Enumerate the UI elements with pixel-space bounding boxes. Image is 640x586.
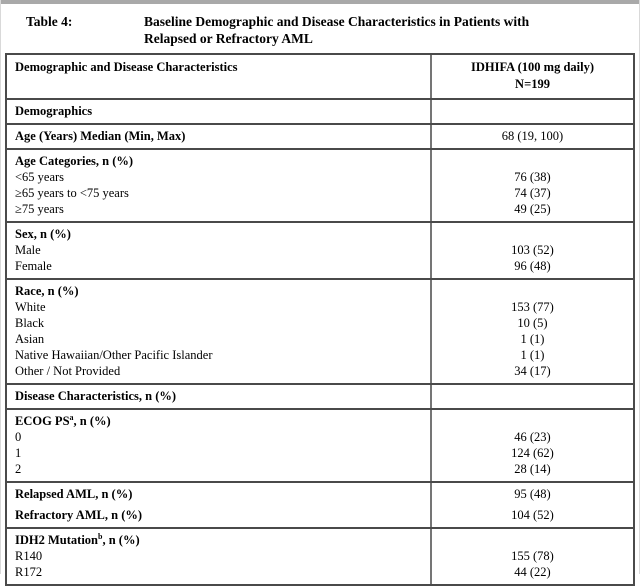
row-value: 104 (52) [511, 508, 554, 522]
row-label: Other / Not Provided [15, 364, 121, 378]
group-header [15, 532, 422, 548]
group-header [15, 413, 422, 429]
column-header-idhifa-dose: IDHIFA (100 mg daily) [470, 60, 595, 74]
row-demographics-header [7, 98, 633, 123]
row-label: Female [15, 259, 52, 273]
section-sex [7, 221, 633, 278]
race-label-cell [7, 280, 430, 383]
group-header: Race, n (%) [15, 284, 79, 298]
table-header-row [7, 55, 633, 98]
row-label: 2 [15, 462, 22, 476]
disease-header-cell [7, 385, 430, 408]
column-header-idhifa-n: N=199 [515, 77, 550, 91]
row-value: 46 (23) [514, 430, 551, 444]
table-title-line2: Relapsed or Refractory AML [144, 31, 313, 46]
age-median-label-cell [7, 125, 430, 148]
row-label: <65 years [15, 170, 65, 184]
idh2-header-suffix: , n (%) [102, 533, 140, 547]
row-value: 74 (37) [514, 186, 551, 200]
row-value: 96 (48) [514, 259, 551, 273]
age-categories-label-cell [7, 150, 430, 221]
window-top-edge [1, 0, 639, 4]
race-value-cell [430, 280, 633, 383]
demographics-header-empty-cell [430, 100, 633, 123]
row-value: 34 (17) [514, 364, 551, 378]
row-age-median [7, 123, 633, 148]
row-label: R172 [15, 565, 43, 579]
footnote-marker-a: a [69, 412, 74, 422]
footnote-marker-b: b [98, 531, 103, 541]
row-value: 49 (25) [514, 202, 551, 216]
row-label: White [15, 300, 46, 314]
row-label: R140 [15, 549, 43, 563]
row-value: 124 (62) [511, 446, 554, 460]
row-label: Refractory AML, n (%) [15, 508, 143, 522]
row-label: 0 [15, 430, 22, 444]
column-header-characteristics-label: Demographic and Disease Characteristics [15, 60, 238, 74]
row-value: 1 (1) [520, 332, 545, 346]
disease-header-empty-cell [430, 385, 633, 408]
row-value: 103 (52) [511, 243, 554, 257]
ecog-value-cell [430, 410, 633, 481]
spacer-line [436, 283, 629, 299]
row-label: ≥75 years [15, 202, 64, 216]
row-value: 10 (5) [517, 316, 548, 330]
sex-label-cell [7, 223, 430, 278]
spacer-line [436, 413, 629, 429]
idh2-label-cell [7, 529, 430, 584]
row-label: Black [15, 316, 45, 330]
row-value: 44 (22) [514, 565, 551, 579]
row-value: 153 (77) [511, 300, 554, 314]
row-label: 1 [15, 446, 22, 460]
group-header: Sex, n (%) [15, 227, 71, 241]
relapsed-refractory-label-cell [7, 483, 430, 527]
ecog-header-suffix: , n (%) [73, 414, 111, 428]
disease-header-label: Disease Characteristics, n (%) [15, 389, 177, 403]
ecog-header-text: ECOG PS [15, 414, 70, 428]
row-value: 95 (48) [514, 487, 551, 501]
age-median-value-cell [430, 125, 633, 148]
age-categories-value-cell [430, 150, 633, 221]
spacer-line [436, 226, 629, 242]
row-label: Age (Years) Median (Min, Max) [15, 129, 186, 143]
sex-value-cell [430, 223, 633, 278]
section-age-categories [7, 148, 633, 221]
spacer-line [436, 532, 629, 548]
row-label: Asian [15, 332, 45, 346]
row-label: Native Hawaiian/Other Pacific Islander [15, 348, 213, 362]
group-header: Age Categories, n (%) [15, 154, 134, 168]
table-title-number: Table 4: [26, 14, 73, 29]
column-header-characteristics [7, 55, 430, 98]
demographics-header-cell [7, 100, 430, 123]
section-relapsed-refractory [7, 481, 633, 527]
section-ecog-ps [7, 408, 633, 481]
spacer-line [436, 153, 629, 169]
section-idh2-mutation [7, 527, 633, 584]
ecog-label-cell [7, 410, 430, 481]
idh2-value-cell [430, 529, 633, 584]
column-header-idhifa [430, 55, 633, 98]
table-title-text [144, 13, 629, 47]
row-value: 68 (19, 100) [501, 129, 564, 143]
table-title [26, 13, 629, 47]
row-label: Relapsed AML, n (%) [15, 487, 133, 501]
row-label: ≥65 years to <75 years [15, 186, 129, 200]
section-race [7, 278, 633, 383]
row-disease-characteristics-header [7, 383, 633, 408]
demographics-header-label: Demographics [15, 104, 93, 118]
table-title-line1: Baseline Demographic and Disease Characteristics in Patients with [144, 14, 530, 29]
row-label: Male [15, 243, 41, 257]
row-value: 76 (38) [514, 170, 551, 184]
idh2-header-text: IDH2 Mutation [15, 533, 98, 547]
row-value: 28 (14) [514, 462, 551, 476]
baseline-characteristics-table [5, 53, 635, 586]
row-value: 155 (78) [511, 549, 554, 563]
row-value: 1 (1) [520, 348, 545, 362]
relapsed-refractory-value-cell [430, 483, 633, 527]
